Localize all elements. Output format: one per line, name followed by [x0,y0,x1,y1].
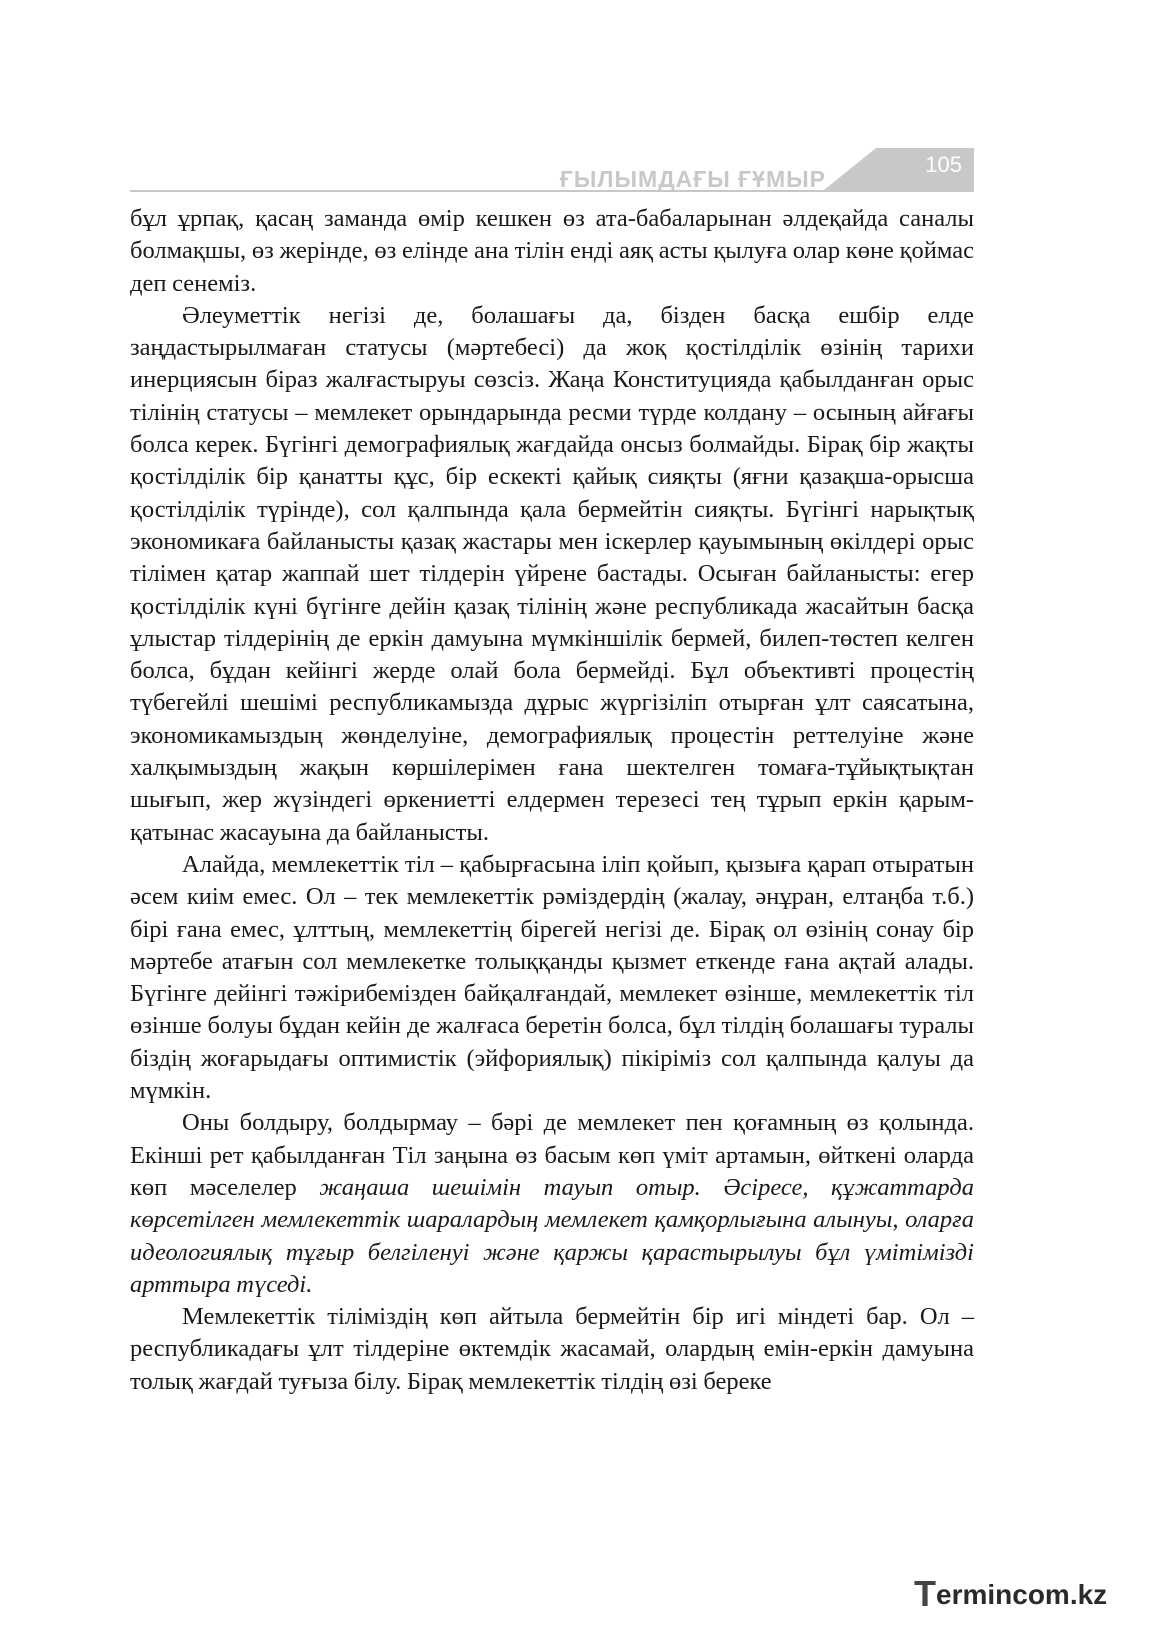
paragraph-1 [130,203,974,300]
running-header [130,148,974,196]
paragraph-1-text: бұл ұрпақ, қасаң заманда өмір кешкен өз ата-бабаларынан әлдеқайда саналы болмақшы, өз жерінде, өз елінде ана тілін енді аяқ асты қылуға олар көне қоймас деп сенеміз. [130,205,974,297]
running-header-title: ҒЫЛЫМДАҒЫ ҒҰМЫР [559,166,826,192]
paragraph-3-text: Алайда, мемлекеттік тіл – қабырғасына іліп қойып, қызыға қарап отыратын әсем киім емес. Ол – тек мемлекеттік рәміздердің (жалау, әнұран, елтаңба т.б.) бірі ғана емес, ұлттың, мемлекеттің бірегей негізі де. Бірақ ол өзінің сонау бір мәртебе атағын сол мемлекетке толыққанды қызмет еткенде ғана ақтай алады. Бүгінге дейінгі тәжірибемізден байқалғандай, мемлекет өзінше, мемлекеттік тіл өзінше болуы бұдан кейін де жалғаса беретін болса, бұл тілдің болашағы туралы біздің жоғарыдағы оптимистік (эйфориялық) пікіріміз сол қалпында қалуы да мүмкін. [130,850,974,1105]
paragraph-2-text: Әлеуметтік негізі де, болашағы да, бізден басқа ешбір елде заңдастырылмаған статусы (мәртебесі) да жоқ қостілділік өзінің тарихи инерциясын біраз жалғастыруы сөзсіз. Жаңа Конституцияда қабылданған орыс тілінің статусы – мемлекет орындарында ресми түрде колдану – осының айғағы болса керек. Бүгінгі демографиялық жағдайда онсыз болмайды. Бірақ бір жақты қостілділік бір қанатты құс, бір ескекті қайық сияқты (яғни қазақша-орысша қостілділік түрінде), сол қалпында қала бермейтін сияқты. Бүгінгі нарықтық экономикаға байланысты қазақ жастары мен іскерлер қауымының өкілдері орыс тілімен қатар жаппай шет тілдерін үйрене бастады. Осыған байланысты: егер қостілділік күні бүгінге дейін қазақ тілінің және республикада жасайтын басқа ұлыстар тілдерінің де еркін дамуына мүмкіншілік бермей, билеп-төстеп келген болса, бұдан кейінгі жерде олай бола бермейді. Бұл объективті процестің түбегейлі шешімі республикамызда дұрыс жүргізіліп отырған ұлт саясатына, экономикамыздың жөнделуіне, демографиялық процестін реттелуіне және халқымыздың жақын көршілерімен ғана шектелген томаға-тұйықтықтан шығып, жер жүзіндегі өркениетті елдермен терезесі тең тұрып еркін қарым-қатынас жасауына да байланысты. [130,301,974,846]
page-number: 105 [925,152,962,177]
paragraph-5 [130,1301,974,1398]
paragraph-4 [130,1107,974,1301]
paragraph-4-text: Оны болдыру, болдырмау – бәрі де мемлекет пен қоғамның өз қолында. Екінші рет қабылданған Тіл заңына өз басым көп үміт артамын, өйткені оларда көп мәселелер [130,1109,974,1201]
watermark-logo [914,1573,1114,1617]
header-rule [130,190,974,192]
watermark-text: ermincom.kz [936,1579,1108,1610]
paragraph-4-italic: жаңаша шешімін тауып отыр. Әсіресе, құжаттарда көрсетілген мемлекеттік шаралардың мемлекет қамқорлығына алынуы, оларға идеологиялық тұғыр белгіленуі және қаржы қарастырылуы бұл үмітімізді арттыра түседі. [130,1173,974,1298]
body-text [130,203,974,1398]
paragraph-3 [130,849,974,1107]
watermark-letter: T [914,1573,936,1614]
paragraph-2 [130,300,974,849]
paragraph-5-text: Мемлекеттік тіліміздің көп айтыла бермейтін бір игі міндеті бар. Ол – республикадағы ұлт тілдеріне өктемдік жасамай, олардың емін-еркін дамуына толық жағдай туғыза білу. Бірақ мемлекеттік тілдің өзі береке [130,1303,974,1395]
